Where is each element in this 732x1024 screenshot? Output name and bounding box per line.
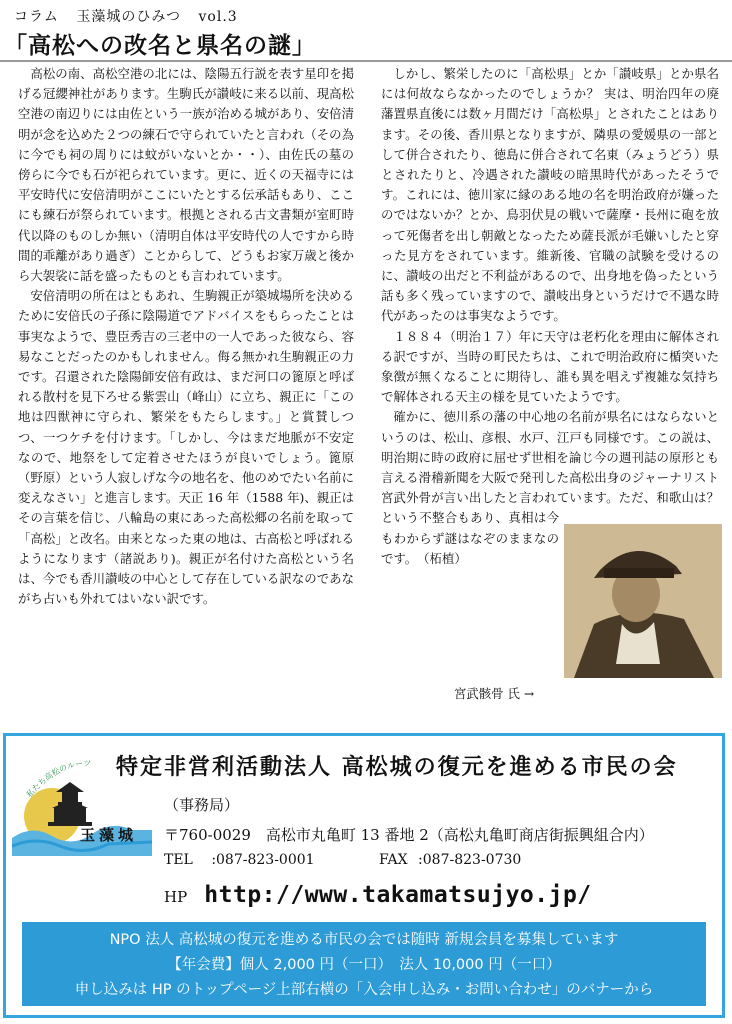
membership-fee-line: 【年会費】個人 2,000 円（一口） 法人 10,000 円（一口）: [167, 957, 561, 973]
photo-caption: 宮武骸骨 氏 →: [454, 686, 535, 701]
hp-label: HP: [164, 888, 188, 906]
organization-name: 特定非営利活動法人 高松城の復元を進める市民の会: [116, 755, 678, 780]
recruit-line: NPO 法人 高松城の復元を進める市民の会では随時 新規会員を募集しています: [109, 932, 619, 948]
article-left-column: [18, 64, 354, 609]
npo-info-box: [3, 733, 725, 1018]
title-divider: [0, 60, 732, 62]
article-paragraph: 高松の南、高松空港の北には、陰陽五行説を表す星印を掲げる冠纓神社があります。生駒氏が讃岐に来る以前、現高松空港の南辺りには由佐という一族が治める城があり、安倍清明が念を込めた２つの練石で守られていたと言われ（その為に今でも祠の周りには蚊がいないとか・・）、由佐氏の墓の傍らに今でも石が祀られています。更に、近くの天福寺には平安時代に安倍清明がここにいたとする伝承話もあり、ここにも練石が祭られています。根拠とされる古文書類が室町時代以降のものしか無い（清明自体は平安時代の人ですから時間的乖離があり過ぎ）ことからして、どうもお家万歳と後から大袈裟に話を盛ったものとも言われています。: [18, 66, 354, 284]
tel-number: :087-823-0001: [211, 852, 315, 868]
fax-number: :087-823-0730: [418, 852, 522, 868]
logo-arc-text: 私たち高松のルーツ: [24, 758, 92, 800]
homepage-url-link[interactable]: http://www.takamatsujyo.jp/: [204, 882, 592, 908]
fax-label: FAX: [379, 852, 408, 868]
column-volume: vol.3: [198, 9, 238, 25]
article-title: 「高松への改名と県名の謎」: [4, 32, 316, 59]
article-paragraph: 確かに、徳川系の藩の中心地の名前が県名にはならないというのは、松山、彦根、水戸、江戸も同様です。この説は、明治期に時の政府に屈せず世相を論じ今の週刊誌の原形とも言える滑稽新聞を大阪で発刊した高松出身のジャーナリスト宮武外骨が言い出したと言われています。ただ、和歌山は？という不整合もあり、真相は今もわからず謎はなぞのままなのです。 （柘植）: [381, 409, 719, 566]
tel-label: TEL: [164, 852, 193, 868]
homepage-line: [164, 882, 592, 908]
column-label: コラム: [14, 9, 59, 25]
portrait-photo: [564, 524, 722, 678]
portrait-illustration: [564, 524, 722, 678]
column-subject: 玉藻城のひみつ: [76, 9, 182, 25]
office-address: 〒760-0029 高松市丸亀町 13 番地 2（高松丸亀町商店街振興組合内）: [164, 826, 654, 844]
office-label: （事務局）: [164, 796, 240, 814]
article-paragraph: しかし、繁栄したのに「高松県」とか「讃岐県」とか県名には何故ならなかったのでしょうか？ 実は、明治四年の廃藩置県直後には数ヶ月間だけ「高松県」とされたことはあります。その後、香川県となりますが、隣県の愛媛県の一部として併合されたり、徳島に併合されて名東（みょうどう）県とされたりと、冷遇された讃岐の暗黒時代があったそうです。これには、徳川家に縁のある地の名を明治政府が嫌ったのではないか？とか、鳥羽伏見の戦いで薩摩・長州に砲を放って死傷者を出し朝敵となったため薩長派が毛嫌いしたと穿った見方をされています。維新後、官職の試験を受けるのに、讃岐の出だと不利益があるので、出身地を偽ったという話も多く残っていますので、讃岐出身というだけで不遇な時代があったのは事実なようです。: [381, 66, 719, 324]
membership-recruit-banner: [22, 922, 706, 1006]
contact-line: [164, 852, 521, 868]
application-guide-line: 申し込みは HP のトップページ上部右横の「入会申し込み・お問い合わせ」のバナーから: [74, 982, 654, 998]
column-series-line: [14, 6, 250, 26]
logo-label: 玉藻城: [80, 826, 138, 844]
article-paragraph: 安倍清明の所在はともあれ、生駒親正が築城場所を決めるために安倍氏の子孫に陰陽道でアドバイスをもらったことは事実なようで、豊臣秀吉の三老中の一人であった彼なら、容易なことだったのかもしれません。侮る無かれ生駒親正の力です。召還された陰陽師安倍有政は、まだ河口の篦原と呼ばれる散村を見下ろせる紫雲山（峰山）に立ち、親正に「この地は四獣神に守られ、繁栄をもたらします。」と賞賛しつつ、一つケチを付けます。「しかし、今はまだ地脈が不安定なので、地祭をして定着させたほうが良いでしょう。篦原（野原）という人寂しげな今の地名を、他のめでたい名前に変えなさい」と進言します。天正 16 年（1588 年)、親正はその言葉を信じ、八輪島の東にあった高松郷の名前を取って「高松」と改名。由来となった東の地は、古高松と呼ばれるようになります（諸説あり)。親正が名付けた高松という名は、今でも香川讃岐の中心として存在している訳なのであながち占いも外れてはいない訳です。: [18, 288, 354, 607]
article-paragraph: １８８４（明治１７）年に天守は老朽化を理由に解体される訳ですが、当時の町民たちは、これで明治政府に楯突いた象徴が無くなることに期待し、誰も異を唱えず複雑な気持ちで解体される天主の様を見ていたようです。: [381, 328, 719, 405]
